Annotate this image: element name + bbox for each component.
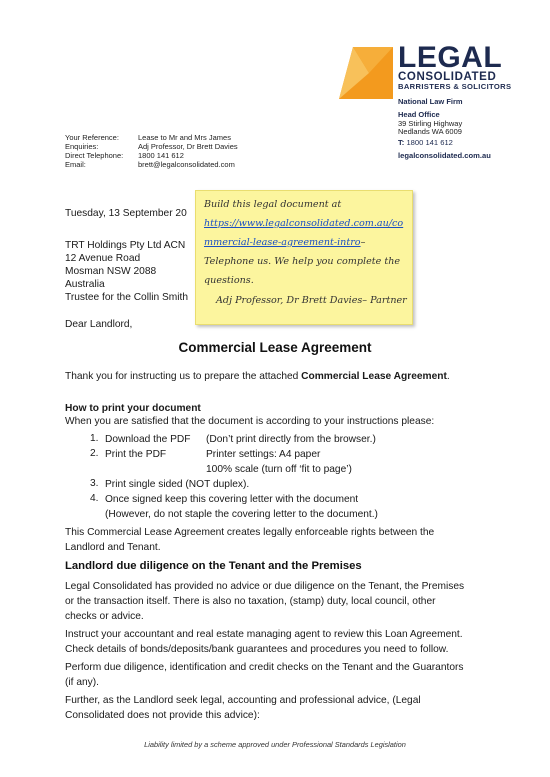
recipient-line-1: TRT Holdings Pty Ltd ACN xyxy=(65,240,186,251)
logo-wordmark-legal: LEGAL xyxy=(398,41,503,74)
list-item-text: Download the PDF xyxy=(105,434,191,445)
letter-date: Tuesday, 13 September 20 xyxy=(65,208,187,219)
firm-telephone-value: 1800 141 612 xyxy=(406,138,453,147)
salutation: Dear Landlord, xyxy=(65,319,133,330)
sticky-note-line-1: Build this legal document at xyxy=(204,199,342,210)
recipient-line-5: Trustee for the Collin Smith xyxy=(65,292,189,303)
firm-telephone-label: T: xyxy=(398,138,405,147)
recipient-line-2: 12 Avenue Road xyxy=(65,253,141,264)
due-diligence-paragraph-line: checks or advice. xyxy=(65,611,144,622)
intro-paragraph xyxy=(65,370,450,383)
due-diligence-paragraph-line: Legal Consolidated has provided no advice or due diligence on the Tenant, the Premises xyxy=(65,581,465,592)
due-diligence-paragraph-line: Instruct your accountant and real estate managing agent to review this Loan Agreement. xyxy=(65,629,463,640)
reference-value: Lease to Mr and Mrs James xyxy=(138,133,231,142)
list-number: 4. xyxy=(90,493,99,504)
print-heading: How to print your document xyxy=(65,403,201,414)
list-number: 3. xyxy=(90,478,99,489)
sticky-note-link-line-1[interactable] xyxy=(204,218,403,230)
firm-address-line-2: Nedlands WA 6009 xyxy=(398,127,462,136)
footer-liability-notice: Liability limited by a scheme approved under Professional Standards Legislation xyxy=(144,740,406,749)
sticky-note-link-suffix: – xyxy=(360,237,366,248)
firm-tagline: National Law Firm xyxy=(398,97,463,106)
sticky-note-line-5: questions. xyxy=(204,275,254,286)
list-item-note: (Don’t print directly from the browser.) xyxy=(206,434,376,445)
sticky-note-link-part-2[interactable]: mmercial-lease-agreement-intro xyxy=(204,237,361,248)
sticky-note-line-4: Telephone us. We help you complete the xyxy=(204,256,401,267)
list-item-note: 100% scale (turn off ‘fit to page’) xyxy=(206,464,352,475)
logo-wordmark-consolidated: CONSOLIDATED xyxy=(398,71,497,83)
sticky-note xyxy=(195,190,413,325)
due-diligence-paragraph-line: Check details of bonds/deposits/bank guarantees and procedures you need to follow. xyxy=(65,644,449,655)
recipient-line-3: Mosman NSW 2088 xyxy=(65,266,157,277)
list-number: 2. xyxy=(90,448,99,459)
email-label: Email: xyxy=(65,160,86,169)
firm-telephone xyxy=(398,138,453,147)
email-value[interactable]: brett@legalconsolidated.com xyxy=(138,160,235,169)
legal-consolidated-logo-icon xyxy=(335,43,397,105)
firm-address-line-1: 39 Stirling Highway xyxy=(398,119,463,128)
due-diligence-paragraph-line: Further, as the Landlord seek legal, accounting and professional advice, (Legal xyxy=(65,695,421,706)
list-item-text: Once signed keep this covering letter with the document xyxy=(105,494,359,505)
sticky-note-signature: Adj Professor, Dr Brett Davies– Partner xyxy=(216,295,407,306)
due-diligence-paragraph-line: Perform due diligence, identification and credit checks on the Tenant and the Guarantors xyxy=(65,662,464,673)
due-diligence-heading: Landlord due diligence on the Tenant and the Premises xyxy=(65,560,362,572)
recipient-line-4: Australia xyxy=(65,279,105,290)
firm-office-title: Head Office xyxy=(398,110,440,119)
due-diligence-paragraph-line: or the transaction itself. There is also no taxation, (stamp) duty, local council, other xyxy=(65,596,436,607)
reference-label: Your Reference: xyxy=(65,133,119,142)
print-after-line-1: This Commercial Lease Agreement creates legally enforceable rights between the xyxy=(65,527,435,538)
list-item-text: Print the PDF xyxy=(105,449,167,460)
firm-website-link[interactable]: legalconsolidated.com.au xyxy=(398,151,491,160)
print-lead: When you are satisfied that the document is according to your instructions please: xyxy=(65,416,435,427)
direct-telephone-label: Direct Telephone: xyxy=(65,151,124,160)
document-title: Commercial Lease Agreement xyxy=(178,340,372,355)
list-number: 1. xyxy=(90,433,99,444)
logo-wordmark-barristers: BARRISTERS & SOLICITORS xyxy=(398,82,512,91)
due-diligence-paragraph-line: Consolidated does not provide this advice): xyxy=(65,710,260,721)
direct-telephone-value: 1800 141 612 xyxy=(138,151,184,160)
due-diligence-paragraph-line: (if any). xyxy=(65,677,99,688)
print-after-line-2: Landlord and Tenant. xyxy=(65,542,161,553)
enquiries-value: Adj Professor, Dr Brett Davies xyxy=(138,142,238,151)
intro-prefix: Thank you for instructing us to prepare the attached xyxy=(65,371,302,382)
intro-suffix: . xyxy=(446,371,450,382)
sticky-note-link-line-2[interactable] xyxy=(204,237,365,249)
list-item-text: Print single sided (NOT duplex). xyxy=(105,479,250,490)
sticky-note-link-part-1[interactable]: https://www.legalconsolidated.com.au/co xyxy=(204,218,404,229)
enquiries-label: Enquiries: xyxy=(65,142,99,151)
list-item-text: (However, do not staple the covering letter to the document.) xyxy=(105,509,378,520)
list-item-note: Printer settings: A4 paper xyxy=(206,449,321,460)
intro-bold: Commercial Lease Agreement xyxy=(301,371,447,382)
